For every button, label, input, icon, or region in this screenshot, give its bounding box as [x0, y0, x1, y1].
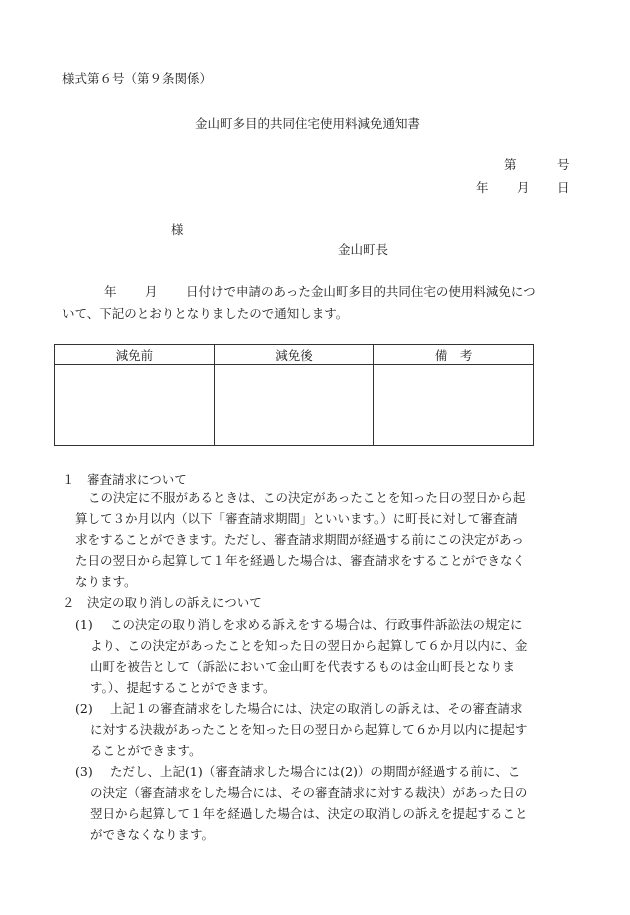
reduction-table — [54, 344, 534, 446]
s2-item2-num: (2) — [75, 701, 93, 716]
cell-before — [55, 365, 215, 446]
cell-after — [214, 365, 374, 446]
s1-line-1: この決定に不服があるときは、この決定があったことを知った日の翌日から起 — [88, 490, 526, 505]
header-remarks: 備 考 — [374, 345, 534, 365]
s2-item2-line-3: ることができます。 — [90, 743, 202, 758]
date-day: 日 — [557, 180, 570, 195]
section2-title: ２ 決定の取り消しの訴えについて — [62, 595, 262, 610]
s2-item3-line-3: 翌日から起算して１年を経過した場合は、決定の取消しの訴えを提起すること — [90, 806, 528, 821]
s2-item3-line-2: の決定（審査請求をした場合には、その審査請求に対する裁決）があった日の — [90, 785, 528, 800]
s2-item1-num: (1) — [75, 617, 93, 632]
number-go: 号 — [557, 157, 570, 172]
section1-title: １ 審査請求について — [62, 472, 187, 487]
header-before: 減免前 — [55, 345, 215, 365]
date-month: 月 — [517, 180, 530, 195]
intro-line2: いて、下記のとおりとなりましたので通知します。 — [62, 306, 349, 321]
s2-item2-line-1: 上記１の審査請求をした場合には、決定の取消しの訴えは、その審査請求 — [110, 701, 523, 716]
intro-month: 月 — [145, 284, 158, 299]
s1-line-3: 求をすることができます。ただし、審査請求期間が経過する前にこの決定があっ — [75, 532, 524, 547]
sender-name: 金山町長 — [338, 242, 389, 257]
intro-year: 年 — [104, 284, 117, 299]
s2-item2-line-2: に対する決裁があったことを知った日の翌日から起算して６か月以内に提起す — [90, 722, 528, 737]
s2-item3-line-4: ができなくなります。 — [90, 827, 215, 842]
s1-line-2: 算して３か月以内（以下「審査請求期間」といいます。）に町長に対して審査請 — [75, 511, 518, 526]
s2-item3-num: (3) — [75, 764, 93, 779]
number-dai: 第 — [504, 157, 517, 172]
s2-item1-line-1: この決定の取り消しを求める訴えをする場合は、行政事件訴訟法の規定に — [110, 617, 523, 632]
intro-line1: 日付けで申請のあった金山町多目的共同住宅の使用料減免につ — [186, 284, 536, 299]
header-after: 減免後 — [214, 345, 374, 365]
s1-line-4: た日の翌日から起算して１年を経過した場合は、審査請求をすることができなく — [75, 553, 526, 568]
s2-item1-line-2: より、この決定があったことを知った日の翌日から起算して６か月以内に、金 — [90, 638, 528, 653]
date-year: 年 — [476, 180, 489, 195]
document-title: 金山町多目的共同住宅使用料減免通知書 — [195, 116, 421, 131]
s2-item1-line-3: 山町を被告として（訴訟において金山町を代表するものは金山町長となりま — [90, 659, 516, 674]
s2-item3-line-1: ただし、上記(1)（審査請求した場合には(2)）の期間が経過する前に、こ — [110, 764, 521, 779]
cell-remarks — [374, 365, 534, 446]
s1-line-5: なります。 — [75, 574, 137, 589]
s2-item1-line-4: す。）、提起することができます。 — [90, 680, 276, 695]
form-label: 様式第６号（第９条関係） — [62, 71, 213, 86]
addressee-sama: 様 — [171, 222, 184, 237]
